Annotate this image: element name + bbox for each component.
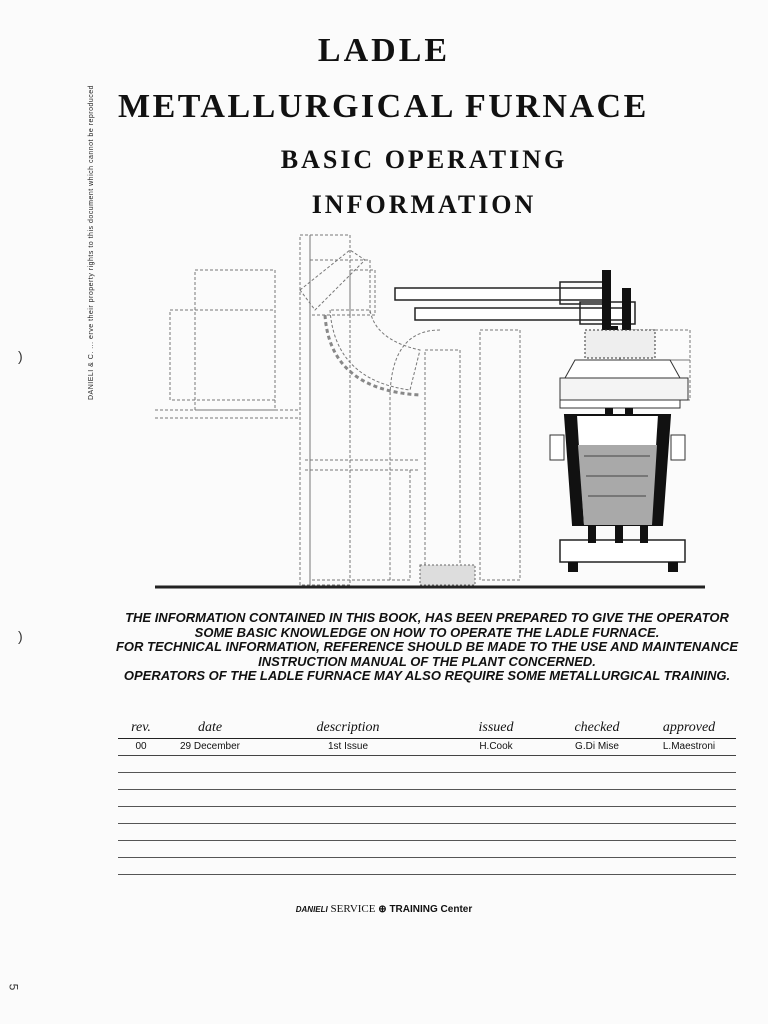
header-issued: issued: [478, 720, 514, 735]
intro-text: [112, 611, 742, 684]
header-description: description: [316, 720, 380, 735]
subtitle-line-2: INFORMATION: [311, 190, 537, 219]
table-row: [118, 739, 736, 756]
cell-issued: H.Cook: [479, 741, 513, 752]
title-line-1: LADLE: [317, 32, 451, 69]
footer-brand: DANIELI: [295, 905, 328, 914]
footer-service: SERVICE: [330, 903, 376, 915]
intro-paragraph-2: FOR TECHNICAL INFORMATION, REFERENCE SHOULD BE MADE TO THE USE AND MAINTENANCE INSTRUCTION MANUAL OF THE PLANT CONCERNED.: [115, 639, 739, 669]
empty-table-row: [118, 858, 736, 875]
header-rev: rev.: [131, 720, 151, 735]
revision-table: [118, 720, 736, 875]
header-approved: approved: [662, 720, 716, 735]
page-mark: 5: [6, 983, 21, 991]
empty-table-row: [118, 824, 736, 841]
intro-paragraph-3: OPERATORS OF THE LADLE FURNACE MAY ALSO REQUIRE SOME METALLURGICAL TRAINING.: [123, 668, 731, 683]
footer: [0, 903, 768, 915]
empty-table-row: [118, 756, 736, 773]
title-line-2: METALLURGICAL FURNACE: [118, 88, 649, 125]
copyright-side-note: DANIELI & C. ... erve their property rights to this document which cannot be reproduced: [88, 84, 95, 400]
empty-table-row: [118, 790, 736, 807]
empty-table-row: [118, 773, 736, 790]
globe-icon: ⊕: [378, 904, 387, 915]
footer-training: TRAINING Center: [389, 904, 473, 915]
cell-date: 29 December: [179, 741, 241, 752]
empty-table-row: [118, 807, 736, 824]
header-date: date: [197, 720, 223, 735]
binding-mark: ): [18, 348, 23, 364]
cell-approved: L.Maestroni: [662, 741, 716, 752]
ladle-furnace-drawing: [150, 230, 710, 595]
header-checked: checked: [574, 720, 620, 735]
cell-checked: G.Di Mise: [575, 741, 619, 752]
binding-mark: ): [18, 628, 23, 644]
revision-table-header: [118, 720, 736, 739]
empty-table-row: [118, 841, 736, 858]
subtitle-line-1: BASIC OPERATING: [280, 145, 568, 174]
cell-rev: 00: [135, 741, 147, 752]
intro-paragraph-1: THE INFORMATION CONTAINED IN THIS BOOK, HAS BEEN PREPARED TO GIVE THE OPERATOR SOME BASIC KNOWLEDGE ON HOW TO OPERATE THE LADLE FURNACE.: [125, 610, 729, 640]
cell-description: 1st Issue: [327, 741, 369, 752]
